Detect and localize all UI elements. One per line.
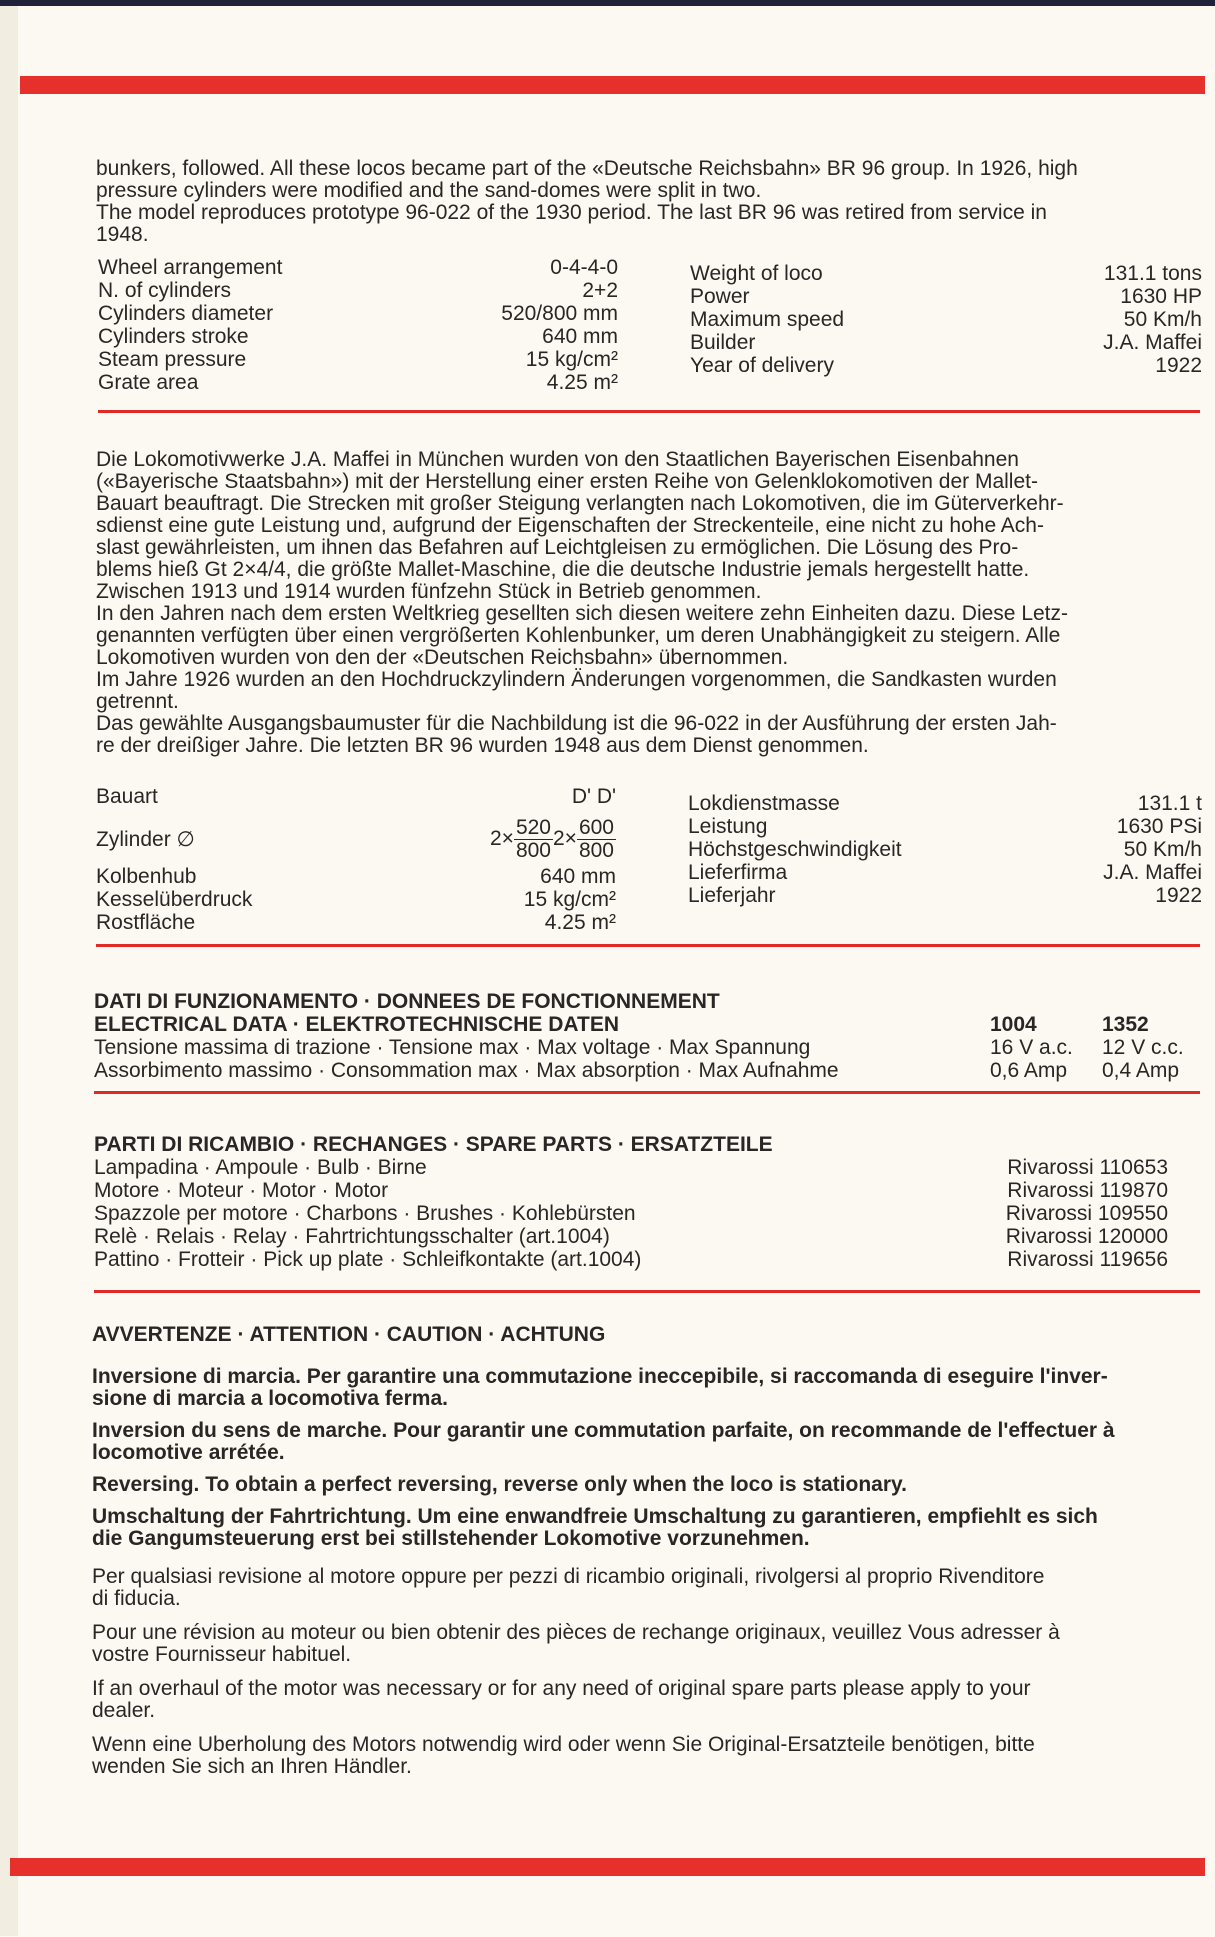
- spare-part-row: Relè · Relais · Relay · Fahrtrichtungsschalter (art.1004) Rivarossi 120000: [94, 1225, 1168, 1248]
- intro-line: bunkers, followed. All these locos became part of the «Deutsche Reichsbahn» BR 96 group. In 1926, high: [96, 157, 1078, 180]
- caution-it: Inversione di marcia. Per garantire una commutazione ineccepibile, si raccomanda di eseguire l'inver- sione di marcia a locomotiva ferma.: [92, 1365, 1108, 1410]
- divider: [96, 944, 1200, 947]
- spare-part-row: Lampadina · Ampoule · Bulb · Birne Rivarossi 110653: [94, 1156, 1168, 1179]
- fraction: $\frac{520}{800}$: [515, 815, 551, 862]
- spec-row: Year of delivery 1922: [690, 354, 1202, 377]
- text-line: getrennt.: [96, 690, 179, 713]
- text-line: Zwischen 1913 und 1914 wurden fünfzehn Stück in Betrieb genommen.: [96, 580, 762, 603]
- spec-row: Kesselüberdruck 15 kg/cm²: [96, 888, 616, 911]
- intro-english: [96, 158, 1201, 246]
- intro-line: pressure cylinders were modified and the sand-domes were split in two.: [96, 179, 762, 202]
- divider: [94, 1091, 1200, 1094]
- spec-row: Kolbenhub 640 mm: [96, 865, 616, 888]
- spec-row: Grate area 4.25 m²: [98, 371, 618, 394]
- caution-section: [92, 1324, 1197, 1778]
- spec-row: Steam pressure 15 kg/cm²: [98, 348, 618, 371]
- fraction: $\frac{600}{800}$: [578, 815, 614, 862]
- caution-en: Reversing. To obtain a perfect reversing, reverse only when the loco is stationary.: [92, 1473, 907, 1496]
- spec-row: Power 1630 HP: [690, 285, 1202, 308]
- divider: [94, 1290, 1200, 1293]
- spec-row: Höchstgeschwindigkeit 50 Km/h: [688, 838, 1202, 861]
- text-line: Bauart beauftragt. Die Strecken mit großer Steigung verlangten nach Lokomotiven, die im Güterverkehr-: [96, 492, 1064, 515]
- text-line: slast gewährleisten, um ihnen das Befahren auf Leichtgleisen zu ermöglichen. Die Lösung des Pro-: [96, 536, 1019, 559]
- top-red-band: [20, 76, 1205, 94]
- electrical-data: [94, 990, 1202, 1082]
- specs-english-right: [690, 262, 1202, 377]
- spec-row: Weight of loco 131.1 tons: [690, 262, 1202, 285]
- text-line: Die Lokomotivwerke J.A. Maffei in München wurden von den Staatlichen Bayerischen Eisenbahnen: [96, 448, 1019, 471]
- spare-part-row: Pattino · Frotteir · Pick up plate · Schleifkontakte (art.1004) Rivarossi 119656: [94, 1248, 1168, 1271]
- text-line: Lokomotiven wurden von den der «Deutschen Reichsbahn» übernommen.: [96, 646, 789, 669]
- service-fr: Pour une révision au moteur ou bien obtenir des pièces de rechange originaux, veuillez Vous adresser à vostre Fournisseur habituel.: [92, 1621, 1060, 1666]
- spec-row: Lieferjahr 1922: [688, 884, 1202, 907]
- spec-row: Lokdienstmasse 131.1 t: [688, 792, 1202, 815]
- text-line: Das gewählte Ausgangsbaumuster für die Nachbildung ist die 96-022 in der Ausführung der ersten Jah-: [96, 712, 1057, 735]
- spec-row: Leistung 1630 PSi: [688, 815, 1202, 838]
- spec-row: Cylinders stroke 640 mm: [98, 325, 618, 348]
- electrical-row: Tensione massima di trazione · Tensione max · Max voltage · Max Spannung 16 V a.c. 12 V c.c.: [94, 1036, 1184, 1059]
- electrical-heading-1: DATI DI FUNZIONAMENTO · DONNEES DE FONCTIONNEMENT: [94, 990, 720, 1013]
- text-line: sdienst eine gute Leistung und, aufgrund der Eigenschaften der Streckenteile, eine nicht zu hohe Ach-: [96, 514, 1044, 537]
- spec-row: Maximum speed 50 Km/h: [690, 308, 1202, 331]
- text-line: genannten verfügten über einen vergrößerten Kohlenbunker, um deren Unabhängigkeit zu steigern. Alle: [96, 624, 1061, 647]
- specs-english-left: [98, 256, 618, 394]
- intro-line: 1948.: [96, 223, 149, 246]
- text-line: In den Jahren nach dem ersten Weltkrieg gesellten sich diesen weitere zehn Einheiten dazu. Diese Letz-: [96, 602, 1069, 625]
- spare-part-row: Spazzole per motore · Charbons · Brushes · Kohlebürsten Rivarossi 109550: [94, 1202, 1168, 1225]
- service-it: Per qualsiasi revisione al motore oppure per pezzi di ricambio originali, rivolgersi al proprio Rivenditore di fiducia.: [92, 1565, 1045, 1610]
- divider: [98, 410, 1200, 413]
- text-line: re der dreißiger Jahre. Die letzten BR 96 wurden 1948 aus dem Dienst genommen.: [96, 734, 869, 757]
- zylinder-formula: 2× $\frac{520}{800}$ 2× $\frac{600}{800}$: [490, 815, 614, 862]
- top-edge-line: [0, 0, 1215, 6]
- caution-heading: AVVERTENZE · ATTENTION · CAUTION · ACHTUNG: [92, 1323, 606, 1346]
- spare-parts-heading: PARTI DI RICAMBIO · RECHANGES · SPARE PARTS · ERSATZTEILE: [94, 1133, 773, 1156]
- spec-row: Rostfläche 4.25 m²: [96, 911, 616, 934]
- bottom-red-band: [10, 1858, 1205, 1876]
- text-line: («Bayerische Staatsbahn») mit der Herstellung einer ersten Reihe von Gelenklokomotiven der Mallet-: [96, 470, 1038, 493]
- service-en: If an overhaul of the motor was necessary or for any need of original spare parts please apply to your dealer.: [92, 1677, 1031, 1722]
- spec-row: Cylinders diameter 520/800 mm: [98, 302, 618, 325]
- text-line: Im Jahre 1926 wurden an den Hochdruckzylindern Änderungen vorgenommen, die Sandkasten wurden: [96, 668, 1057, 691]
- text-german: [96, 449, 1201, 757]
- spec-row-zylinder: Zylinder ∅ 2× $\frac{520}{800}$ 2× $\frac{600}{800}$: [96, 815, 614, 862]
- page-left-edge: [0, 6, 18, 1936]
- service-de: Wenn eine Uberholung des Motors notwendig wird oder wenn Sie Original-Ersatzteile benötigen, bitte wenden Sie sich an Ihren Händler.: [92, 1733, 1035, 1778]
- spec-row: Bauart D' D': [96, 785, 616, 808]
- spec-row: Wheel arrangement 0-4-4-0: [98, 256, 618, 279]
- spec-row: Builder J.A. Maffei: [690, 331, 1202, 354]
- specs-german-right: [688, 792, 1202, 907]
- spare-parts: [94, 1133, 1168, 1271]
- electrical-row: Assorbimento massimo · Consommation max · Max absorption · Max Aufnahme 0,6 Amp 0,4 Amp: [94, 1059, 1180, 1082]
- intro-line: The model reproduces prototype 96-022 of the 1930 period. The last BR 96 was retired from service in: [96, 201, 1047, 224]
- caution-fr: Inversion du sens de marche. Pour garantir une commutation parfaite, on recommande de l'effectuer à locomotive arrétée.: [92, 1419, 1115, 1464]
- text-line: blems hieß Gt 2×4/4, die größte Mallet-Maschine, die die deutsche Industrie jemals hergestellt hatte.: [96, 558, 1030, 581]
- specs-german-left: [96, 785, 616, 934]
- spare-part-row: Motore · Moteur · Motor · Motor Rivarossi 119870: [94, 1179, 1168, 1202]
- spec-row: Lieferfirma J.A. Maffei: [688, 861, 1202, 884]
- electrical-header-row: ELECTRICAL DATA · ELEKTROTECHNISCHE DATEN 1004 1352: [94, 1013, 1149, 1036]
- spec-row: N. of cylinders 2+2: [98, 279, 618, 302]
- caution-de: Umschaltung der Fahrtrichtung. Um eine enwandfreie Umschaltung zu garantieren, empfiehlt es sich die Gangumsteuerung erst bei stillstehender Lokomotive vorzunehmen.: [92, 1505, 1098, 1550]
